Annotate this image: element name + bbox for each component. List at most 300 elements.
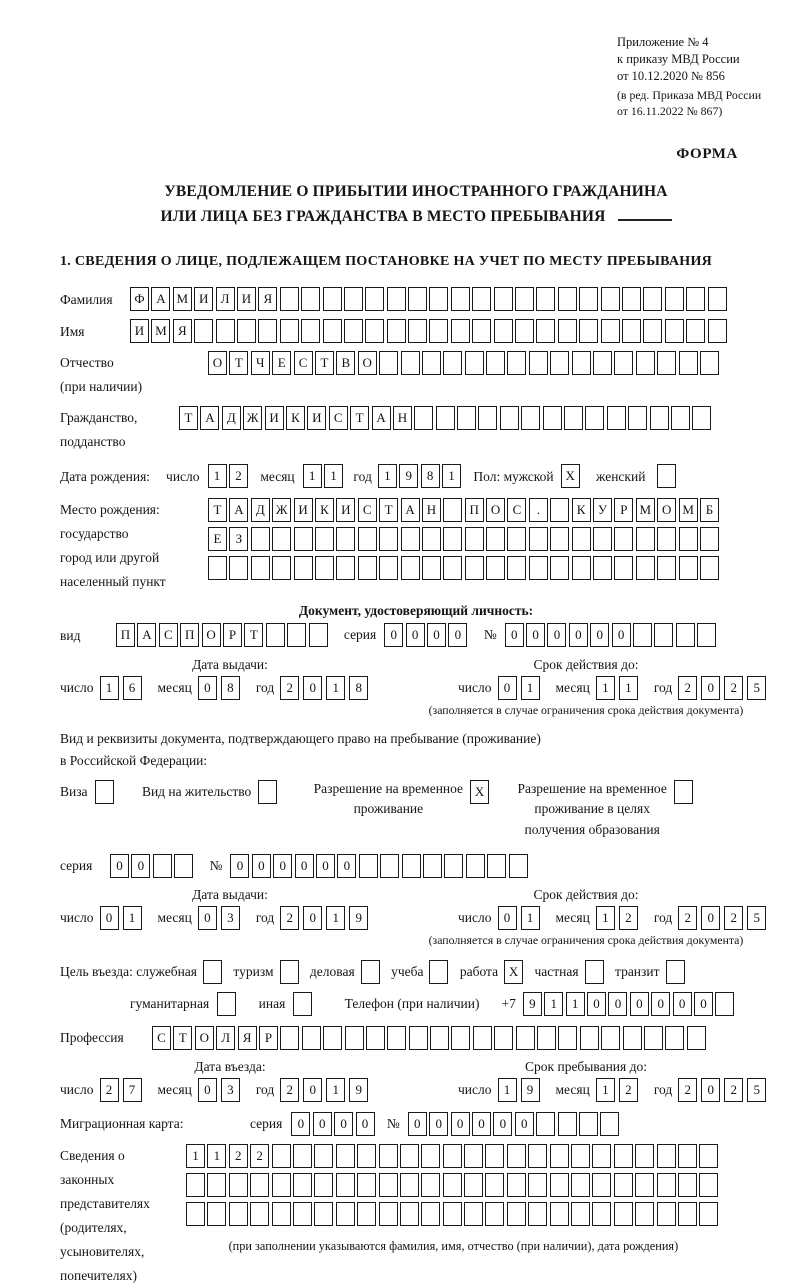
- form-cell-empty: [536, 319, 555, 343]
- form-cell-filled: Т: [315, 351, 334, 375]
- form-cell-filled: 0: [252, 854, 271, 878]
- form-cell-filled: И: [130, 319, 149, 343]
- permit-valid-year-cells: [678, 906, 770, 930]
- form-cell-empty: [409, 1026, 428, 1050]
- form-cell-filled: И: [294, 498, 313, 522]
- form-cell-filled: З: [229, 527, 248, 551]
- permit-issue-block: [60, 887, 400, 930]
- form-cell-empty: [207, 1173, 226, 1197]
- birthplace-grid: [208, 498, 721, 580]
- form-cell-filled: Ж: [272, 498, 291, 522]
- birth-day-cells: [208, 464, 251, 488]
- form-cell-empty: [203, 960, 222, 984]
- form-cell-empty: [600, 1112, 619, 1136]
- form-cell-filled: А: [200, 406, 219, 430]
- visa-label: Виза: [60, 783, 88, 799]
- phone-cells: [523, 992, 737, 1016]
- form-cell-filled: Т: [229, 351, 248, 375]
- form-cell-filled: 2: [724, 676, 743, 700]
- form-cell-empty: [614, 1173, 633, 1197]
- form-cell-empty: [472, 319, 491, 343]
- form-cell-filled: 1: [326, 906, 345, 930]
- form-cell-filled: 2: [280, 1078, 299, 1102]
- purpose-other-label: иная: [258, 996, 286, 1012]
- form-cell-empty: [687, 1026, 706, 1050]
- form-cell-empty: [293, 1144, 312, 1168]
- form-cell-empty: [293, 1202, 312, 1226]
- legal-reps-line6: попечителях): [60, 1268, 137, 1284]
- field-profession: [60, 1025, 772, 1050]
- legal-reps-row3-cells: [186, 1202, 721, 1226]
- form-cell-empty: [323, 319, 342, 343]
- form-cell-empty: [601, 1026, 620, 1050]
- form-cell-empty: [657, 556, 676, 580]
- form-cell-empty: [451, 319, 470, 343]
- year-label: год: [653, 679, 673, 695]
- form-cell-empty: [336, 1202, 355, 1226]
- temp-permit-line1: Разрешение на временное: [313, 780, 464, 796]
- lastname-cells: [130, 287, 729, 311]
- form-cell-empty: [585, 406, 604, 430]
- purpose-private-checkbox: [585, 960, 606, 984]
- form-cell-empty: [443, 351, 462, 375]
- id-number-label: №: [483, 627, 497, 643]
- form-cell-filled: В: [336, 351, 355, 375]
- form-cell-empty: [302, 1026, 321, 1050]
- form-cell-filled: 0: [303, 1078, 322, 1102]
- legal-reps-note: (при заполнении указываются фамилия, имя, отчество (при наличии), дата рождения): [228, 1239, 679, 1254]
- form-cell-empty: [537, 1026, 556, 1050]
- day-label: число: [166, 468, 200, 484]
- id-issue-block: [60, 657, 400, 700]
- form-cell-filled: Я: [173, 319, 192, 343]
- field-entry-purpose-line2: [60, 992, 772, 1016]
- residence-permit-label: Вид на жительство: [141, 783, 252, 799]
- form-cell-filled: 0: [100, 906, 119, 930]
- birthplace-label-line4: населенный пункт: [60, 573, 166, 589]
- annex-line-2: к приказу МВД России: [617, 51, 740, 66]
- id-issue-day-cells: [100, 676, 146, 700]
- migration-series-cells: [291, 1112, 377, 1136]
- day-label: число: [60, 1082, 94, 1098]
- form-cell-empty: [314, 1144, 333, 1168]
- form-cell-filled: О: [202, 623, 221, 647]
- section1-heading: 1. СВЕДЕНИЯ О ЛИЦЕ, ПОДЛЕЖАЩЕМ ПОСТАНОВКЕ НА УЧЕТ ПО МЕСТУ ПРЕБЫВАНИЯ: [60, 253, 713, 269]
- birthdate-label: Дата рождения:: [60, 468, 151, 484]
- form-cell-filled: Л: [216, 1026, 235, 1050]
- legal-reps-line4: (родителях,: [60, 1220, 127, 1236]
- form-cell-filled: .: [529, 498, 548, 522]
- form-cell-filled: 0: [131, 854, 150, 878]
- form-cell-empty: [592, 1202, 611, 1226]
- year-label: год: [255, 910, 275, 926]
- form-cell-empty: [272, 556, 291, 580]
- permit-valid-month-cells: [596, 906, 642, 930]
- form-cell-empty: [153, 854, 172, 878]
- id-validity-block: [400, 657, 772, 718]
- form-cell-empty: [623, 1026, 642, 1050]
- form-cell-empty: [494, 1026, 513, 1050]
- form-cell-empty: [486, 527, 505, 551]
- purpose-work-checkbox: [504, 960, 525, 984]
- form-cell-empty: [507, 527, 526, 551]
- form-cell-filled: А: [372, 406, 391, 430]
- permit-issue-year-cells: [280, 906, 372, 930]
- form-cell-filled: 9: [399, 464, 418, 488]
- form-cell-empty: [550, 1144, 569, 1168]
- form-cell-empty: [676, 623, 695, 647]
- form-cell-filled: 0: [291, 1112, 310, 1136]
- id-series-cells: [384, 623, 470, 647]
- legal-reps-label: [60, 1144, 186, 1288]
- resident-doc-options: [60, 779, 772, 842]
- form-cell-empty: [686, 319, 705, 343]
- form-cell-filled: 5: [747, 1078, 766, 1102]
- form-cell-filled: 2: [678, 676, 697, 700]
- form-cell-empty: [572, 351, 591, 375]
- form-cell-empty: [217, 992, 236, 1016]
- form-cell-filled: 0: [313, 1112, 332, 1136]
- form-cell-filled: 1: [326, 1078, 345, 1102]
- form-cell-filled: С: [159, 623, 178, 647]
- form-cell-filled: С: [507, 498, 526, 522]
- form-cell-empty: [516, 1026, 535, 1050]
- form-cell-filled: И: [265, 406, 284, 430]
- annex-revision-line-1: (в ред. Приказа МВД России: [617, 88, 762, 103]
- form-cell-empty: [564, 406, 583, 430]
- form-cell-filled: Т: [173, 1026, 192, 1050]
- form-cell-filled: С: [329, 406, 348, 430]
- form-cell-empty: [486, 556, 505, 580]
- form-cell-empty: [579, 1112, 598, 1136]
- form-cell-empty: [272, 1202, 291, 1226]
- form-cell-filled: 0: [498, 676, 517, 700]
- form-cell-empty: [699, 1173, 718, 1197]
- patronymic-label-line1: Отчество: [60, 354, 114, 370]
- form-cell-empty: [558, 1112, 577, 1136]
- form-cell-filled: Р: [223, 623, 242, 647]
- form-cell-filled: 0: [701, 1078, 720, 1102]
- form-cell-empty: [472, 287, 491, 311]
- form-cell-empty: [323, 287, 342, 311]
- form-cell-filled: 9: [349, 1078, 368, 1102]
- title-line-2: [60, 204, 772, 230]
- form-cell-empty: [464, 1202, 483, 1226]
- form-cell-empty: [186, 1202, 205, 1226]
- form-cell-empty: [528, 1144, 547, 1168]
- form-cell-filled: И: [194, 287, 213, 311]
- visa-checkbox: [95, 780, 116, 804]
- form-cell-empty: [387, 287, 406, 311]
- form-cell-filled: 2: [724, 1078, 743, 1102]
- phone-code-label: +7: [501, 996, 516, 1012]
- form-cell-empty: [422, 351, 441, 375]
- form-cell-filled: 1: [619, 676, 638, 700]
- form-cell-filled: Б: [700, 498, 719, 522]
- form-cell-empty: [401, 351, 420, 375]
- form-cell-empty: [451, 1026, 470, 1050]
- edu-permit-line2: проживание в целях: [534, 801, 650, 817]
- form-cell-filled: 1: [596, 1078, 615, 1102]
- edu-permit-label: [517, 779, 666, 842]
- form-cell-empty: [614, 351, 633, 375]
- form-cell-empty: [266, 623, 285, 647]
- profession-label: Профессия: [60, 1030, 124, 1046]
- form-cell-filled: 9: [521, 1078, 540, 1102]
- form-cell-filled: Т: [350, 406, 369, 430]
- form-cell-empty: [258, 780, 277, 804]
- form-cell-empty: [485, 1202, 504, 1226]
- form-cell-empty: [665, 319, 684, 343]
- day-label: число: [60, 679, 94, 695]
- permit-issue-day-cells: [100, 906, 146, 930]
- day-label: число: [458, 1082, 492, 1098]
- legal-reps-line5: усыновителях,: [60, 1244, 145, 1260]
- form-cell-filled: Ж: [243, 406, 262, 430]
- purpose-transit-checkbox: [666, 960, 687, 984]
- form-cell-filled: 0: [701, 676, 720, 700]
- form-cell-filled: 0: [569, 623, 588, 647]
- stay-year-cells: [678, 1078, 770, 1102]
- form-cell-filled: 2: [619, 1078, 638, 1102]
- entry-year-cells: [280, 1078, 372, 1102]
- form-cell-empty: [272, 1144, 291, 1168]
- form-cell-filled: 1: [100, 676, 119, 700]
- form-cell-filled: К: [315, 498, 334, 522]
- form-cell-empty: [494, 287, 513, 311]
- form-cell-empty: [515, 319, 534, 343]
- form-cell-empty: [650, 406, 669, 430]
- form-cell-empty: [287, 623, 306, 647]
- form-cell-empty: [250, 1173, 269, 1197]
- form-cell-filled: 0: [515, 1112, 534, 1136]
- form-cell-empty: [593, 351, 612, 375]
- gender-male-checkbox: [561, 464, 582, 488]
- form-cell-empty: [507, 351, 526, 375]
- form-cell-empty: [379, 1144, 398, 1168]
- birthplace-row3-cells: [208, 556, 721, 580]
- form-cell-empty: [644, 1026, 663, 1050]
- permit-validity-note: (заполняется в случае ограничения срока действия документа): [428, 933, 744, 948]
- form-cell-empty: [436, 406, 455, 430]
- form-cell-filled: Е: [208, 527, 227, 551]
- permit-dates: [60, 887, 772, 948]
- form-cell-empty: [494, 319, 513, 343]
- form-cell-filled: 3: [221, 1078, 240, 1102]
- form-cell-filled: Ч: [251, 351, 270, 375]
- purpose-tourism-checkbox: [280, 960, 301, 984]
- form-cell-filled: О: [195, 1026, 214, 1050]
- gender-male-label: Пол: мужской: [473, 468, 554, 484]
- form-cell-empty: [314, 1173, 333, 1197]
- form-cell-empty: [444, 854, 463, 878]
- form-cell-filled: М: [636, 498, 655, 522]
- year-label: год: [353, 468, 372, 484]
- form-cell-empty: [314, 1202, 333, 1226]
- birthplace-label: [60, 498, 208, 594]
- form-cell-empty: [558, 319, 577, 343]
- document-title: [60, 179, 772, 230]
- form-cell-empty: [521, 406, 540, 430]
- form-cell-empty: [400, 1173, 419, 1197]
- form-cell-filled: Т: [244, 623, 263, 647]
- form-cell-empty: [408, 287, 427, 311]
- form-cell-empty: [507, 556, 526, 580]
- stay-month-cells: [596, 1078, 642, 1102]
- permit-number-cells: [230, 854, 529, 878]
- migration-series-label: серия: [250, 1116, 283, 1132]
- form-cell-filled: 0: [198, 1078, 217, 1102]
- year-label: год: [653, 910, 673, 926]
- form-cell-filled: Н: [422, 498, 441, 522]
- form-cell-empty: [358, 527, 377, 551]
- form-cell-filled: 1: [521, 906, 540, 930]
- id-document-heading: Документ, удостоверяющий личность:: [298, 602, 534, 618]
- form-cell-empty: [666, 960, 685, 984]
- citizenship-label-line2: подданство: [60, 433, 126, 449]
- form-cell-empty: [379, 1202, 398, 1226]
- form-cell-filled: 1: [208, 464, 227, 488]
- field-firstname: [60, 319, 772, 344]
- stay-until-line: [400, 1078, 772, 1102]
- form-cell-empty: [636, 351, 655, 375]
- form-cell-empty: [550, 527, 569, 551]
- permit-validity-title: Срок действия до:: [533, 887, 639, 903]
- id-valid-month-cells: [596, 676, 642, 700]
- form-cell-filled: Л: [216, 287, 235, 311]
- entry-month-cells: [198, 1078, 244, 1102]
- form-cell-empty: [95, 780, 114, 804]
- form-cell-filled: Р: [614, 498, 633, 522]
- form-cell-empty: [309, 623, 328, 647]
- field-id-document: [60, 623, 772, 648]
- form-cell-filled: 0: [384, 623, 403, 647]
- form-cell-empty: [657, 351, 676, 375]
- form-cell-empty: [601, 319, 620, 343]
- annex-revision-line-2: от 16.11.2022 № 867): [617, 104, 723, 119]
- form-cell-empty: [507, 1202, 526, 1226]
- form-cell-filled: 0: [408, 1112, 427, 1136]
- patronymic-label: [60, 351, 208, 399]
- form-cell-filled: 0: [526, 623, 545, 647]
- form-cell-empty: [380, 854, 399, 878]
- form-cell-empty: [473, 1026, 492, 1050]
- id-issue-year-cells: [280, 676, 372, 700]
- form-cell-empty: [379, 351, 398, 375]
- form-cell-filled: 8: [421, 464, 440, 488]
- edu-permit-line3: получения образования: [524, 822, 660, 838]
- form-cell-empty: [686, 287, 705, 311]
- residence-permit-checkbox: [258, 780, 279, 804]
- field-migration-card: [60, 1111, 772, 1136]
- form-cell-filled: 0: [694, 992, 713, 1016]
- option-edu-permit: [517, 779, 695, 842]
- year-label: год: [255, 679, 275, 695]
- form-cell-empty: [216, 319, 235, 343]
- phone-label: Телефон (при наличии): [344, 996, 480, 1012]
- form-cell-empty: [194, 319, 213, 343]
- form-cell-empty: [251, 556, 270, 580]
- form-cell-filled: К: [572, 498, 591, 522]
- form-cell-empty: [485, 1173, 504, 1197]
- form-cell-filled: Р: [259, 1026, 278, 1050]
- form-cell-filled: 1: [596, 906, 615, 930]
- profession-cells: [152, 1026, 708, 1050]
- form-cell-filled: 2: [678, 906, 697, 930]
- form-cell-empty: [402, 854, 421, 878]
- form-cell-empty: [572, 556, 591, 580]
- form-cell-filled: Я: [258, 287, 277, 311]
- form-cell-filled: Я: [238, 1026, 257, 1050]
- purpose-humanitarian-label: гуманитарная: [130, 996, 210, 1012]
- form-cell-empty: [280, 960, 299, 984]
- form-cell-empty: [657, 527, 676, 551]
- form-cell-empty: [429, 960, 448, 984]
- form-cell-empty: [674, 780, 693, 804]
- form-cell-filled: 0: [651, 992, 670, 1016]
- form-cell-empty: [643, 319, 662, 343]
- permit-series-cells: [110, 854, 196, 878]
- annex-line-1: Приложение № 4: [617, 35, 709, 49]
- permit-validity-block: [400, 887, 772, 948]
- form-cell-empty: [500, 406, 519, 430]
- form-cell-empty: [636, 527, 655, 551]
- form-cell-empty: [251, 527, 270, 551]
- form-cell-filled: К: [286, 406, 305, 430]
- form-cell-filled: 9: [523, 992, 542, 1016]
- form-cell-filled: 0: [505, 623, 524, 647]
- month-label: месяц: [260, 468, 295, 484]
- form-cell-empty: [465, 556, 484, 580]
- firstname-cells: [130, 319, 729, 343]
- patronymic-label-line2: (при наличии): [60, 378, 143, 394]
- form-cell-empty: [379, 527, 398, 551]
- form-cell-filled: О: [486, 498, 505, 522]
- form-cell-empty: [323, 1026, 342, 1050]
- form-cell-empty: [229, 556, 248, 580]
- edu-permit-line1: Разрешение на временное: [517, 780, 667, 796]
- form-cell-filled: 0: [316, 854, 335, 878]
- form-cell-filled: 2: [678, 1078, 697, 1102]
- form-cell-empty: [592, 1173, 611, 1197]
- form-cell-empty: [430, 1026, 449, 1050]
- temp-permit-line2: проживание: [353, 801, 424, 817]
- id-number-cells: [505, 623, 719, 647]
- entry-day-cells: [100, 1078, 146, 1102]
- form-cell-filled: А: [229, 498, 248, 522]
- day-label: число: [458, 910, 492, 926]
- form-cell-empty: [507, 1144, 526, 1168]
- form-cell-empty: [478, 406, 497, 430]
- form-cell-empty: [622, 319, 641, 343]
- form-cell-filled: 2: [724, 906, 743, 930]
- legal-reps-line2: законных: [60, 1172, 115, 1188]
- migration-number-label: №: [386, 1115, 400, 1131]
- option-temp-permit: [314, 779, 492, 821]
- form-cell-filled: О: [358, 351, 377, 375]
- form-cell-filled: 2: [100, 1078, 119, 1102]
- form-cell-empty: [529, 556, 548, 580]
- form-cell-filled: 0: [406, 623, 425, 647]
- form-cell-filled: 0: [356, 1112, 375, 1136]
- birthplace-row1-cells: [208, 498, 721, 522]
- form-cell-filled: 1: [123, 906, 142, 930]
- form-cell-empty: [515, 287, 534, 311]
- form-cell-filled: М: [173, 287, 192, 311]
- stay-day-cells: [498, 1078, 544, 1102]
- form-cell-empty: [315, 527, 334, 551]
- form-cell-empty: [654, 623, 673, 647]
